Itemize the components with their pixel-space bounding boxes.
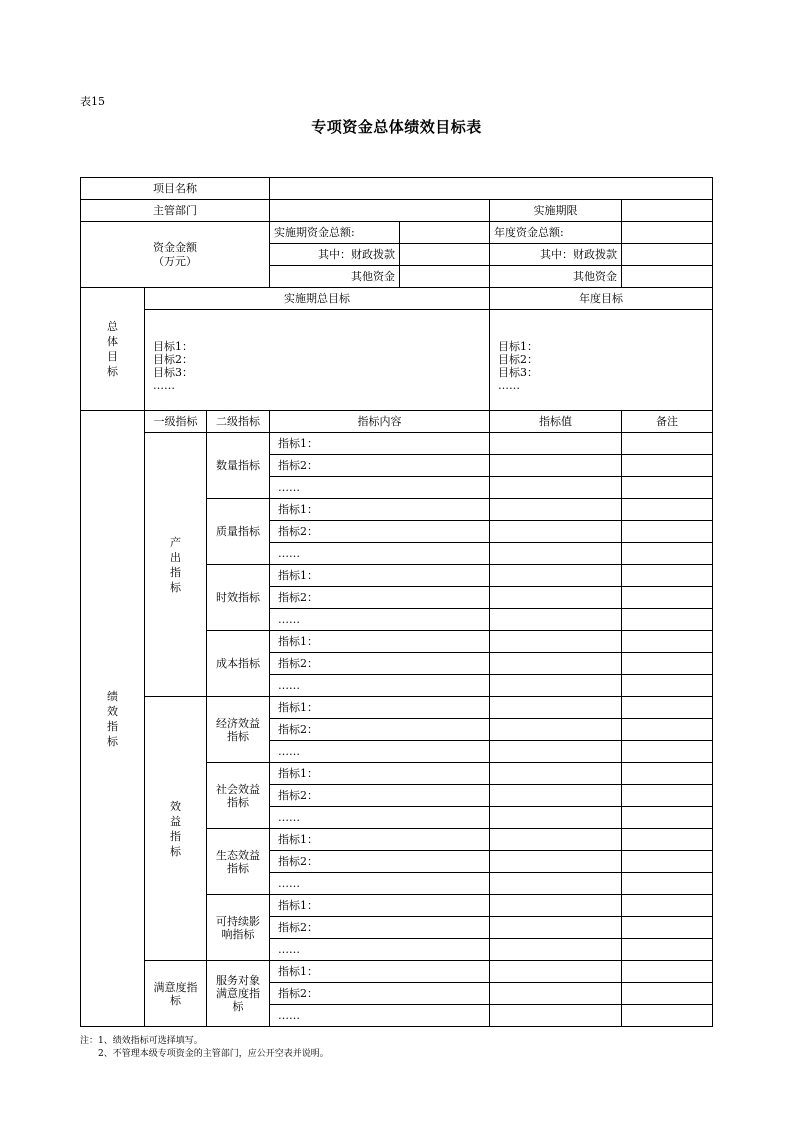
indicator-group-label: 生态效益指标: [207, 829, 270, 895]
indicator-item-label[interactable]: ……: [270, 1005, 490, 1027]
performance-label-char: 标: [107, 734, 118, 748]
indicator-remark-field[interactable]: [622, 631, 713, 653]
indicator-value-field[interactable]: [490, 675, 622, 697]
indicator-remark-field[interactable]: [622, 851, 713, 873]
period-fiscal-field[interactable]: [400, 244, 490, 266]
overall-goal-label: [81, 288, 145, 411]
funds-label-line2: （万元）: [153, 254, 198, 268]
indicator-remark-field[interactable]: [622, 917, 713, 939]
performance-label-char: 指: [107, 719, 118, 733]
indicator-item-label[interactable]: 指标1：: [270, 829, 490, 851]
col-value-header: 指标值: [490, 411, 622, 433]
indicator-value-field[interactable]: [490, 829, 622, 851]
note-line-1: 注：1、绩效指标可选择填写。: [80, 1036, 203, 1046]
indicator-group-label: 成本指标: [207, 631, 270, 697]
indicator-remark-field[interactable]: [622, 873, 713, 895]
output-indicator-label-char: 出: [170, 550, 181, 564]
funds-label: [81, 222, 270, 288]
indicator-item-label[interactable]: 指标2：: [270, 851, 490, 873]
period-field[interactable]: [622, 200, 713, 222]
indicator-item-label[interactable]: 指标1：: [270, 961, 490, 983]
indicator-value-field[interactable]: [490, 719, 622, 741]
indicator-item-label[interactable]: 指标2：: [270, 653, 490, 675]
dept-label: 主管部门: [81, 200, 270, 222]
indicator-remark-field[interactable]: [622, 587, 713, 609]
indicator-remark-field[interactable]: [622, 829, 713, 851]
col-level2-header: 二级指标: [207, 411, 270, 433]
overall-goal-char: 总: [107, 320, 118, 333]
overall-goal-char: 标: [107, 365, 118, 378]
indicator-group-label: 可持续影响指标: [207, 895, 270, 961]
performance-label-char: 绩: [107, 689, 118, 703]
indicator-item-label[interactable]: 指标2：: [270, 983, 490, 1005]
performance-label-char: 效: [107, 704, 118, 718]
indicator-remark-field[interactable]: [622, 697, 713, 719]
satisfaction-indicator-label: 满意度指标: [145, 961, 207, 1027]
indicator-value-field[interactable]: [490, 587, 622, 609]
indicator-value-field[interactable]: [490, 521, 622, 543]
indicator-remark-field[interactable]: [622, 785, 713, 807]
period-total-field[interactable]: [400, 222, 490, 244]
indicator-value-field[interactable]: [490, 477, 622, 499]
annual-other-label: 其他资金: [490, 266, 622, 288]
indicator-item-label[interactable]: 指标1：: [270, 763, 490, 785]
indicator-group-label: 时效指标: [207, 565, 270, 631]
indicator-item-label[interactable]: 指标1：: [270, 565, 490, 587]
annual-fiscal-label: 其中：财政拨款: [490, 244, 622, 266]
annual-goal-line: ……: [498, 379, 521, 392]
indicator-item-label[interactable]: ……: [270, 543, 490, 565]
output-indicator-label: [145, 433, 207, 697]
indicator-remark-field[interactable]: [622, 807, 713, 829]
indicator-value-field[interactable]: [490, 1005, 622, 1027]
overall-goal-char: 目: [107, 350, 118, 363]
period-goal-line: 目标3：: [153, 366, 193, 379]
indicator-remark-field[interactable]: [622, 455, 713, 477]
indicator-remark-field[interactable]: [622, 565, 713, 587]
indicator-remark-field[interactable]: [622, 675, 713, 697]
indicator-remark-field[interactable]: [622, 895, 713, 917]
period-goal-box[interactable]: [145, 310, 490, 411]
annual-goal-line: 目标3：: [498, 366, 539, 379]
indicator-item-label[interactable]: 指标2：: [270, 719, 490, 741]
indicator-value-field[interactable]: [490, 697, 622, 719]
indicator-item-label[interactable]: 指标1：: [270, 499, 490, 521]
indicator-value-field[interactable]: [490, 543, 622, 565]
col-remark-header: 备注: [622, 411, 713, 433]
indicator-remark-field[interactable]: [622, 543, 713, 565]
indicator-item-label[interactable]: ……: [270, 939, 490, 961]
period-other-field[interactable]: [400, 266, 490, 288]
document-title: 专项资金总体绩效目标表: [311, 118, 482, 136]
benefit-indicator-label-char: 指: [170, 829, 181, 843]
benefit-indicator-label: [145, 697, 207, 961]
indicator-remark-field[interactable]: [622, 939, 713, 961]
indicator-item-label[interactable]: ……: [270, 675, 490, 697]
indicator-value-field[interactable]: [490, 741, 622, 763]
period-total-label: 实施期资金总额:: [270, 222, 400, 244]
indicator-group-label: 社会效益指标: [207, 763, 270, 829]
benefit-indicator-label-char: 益: [170, 814, 181, 828]
annual-total-label: 年度资金总额:: [490, 222, 622, 244]
indicator-item-label[interactable]: 指标2：: [270, 455, 490, 477]
annual-goal-header: 年度目标: [490, 288, 713, 310]
project-name-label: 项目名称: [81, 178, 270, 200]
indicator-item-label[interactable]: 指标1：: [270, 697, 490, 719]
annual-total-field[interactable]: [622, 222, 713, 244]
indicator-remark-field[interactable]: [622, 521, 713, 543]
performance-indicator-label: [81, 411, 145, 1027]
performance-target-table: [80, 177, 713, 1027]
indicator-value-field[interactable]: [490, 939, 622, 961]
indicator-item-label[interactable]: ……: [270, 609, 490, 631]
indicator-value-field[interactable]: [490, 961, 622, 983]
indicator-value-field[interactable]: [490, 565, 622, 587]
indicator-remark-field[interactable]: [622, 653, 713, 675]
indicator-remark-field[interactable]: [622, 609, 713, 631]
period-goal-line: 目标2：: [153, 353, 193, 366]
period-goal-line: 目标1：: [153, 340, 193, 353]
indicator-item-label[interactable]: 指标2：: [270, 521, 490, 543]
indicator-item-label[interactable]: ……: [270, 873, 490, 895]
annual-goal-box[interactable]: [490, 310, 713, 411]
indicator-value-field[interactable]: [490, 895, 622, 917]
indicator-value-field[interactable]: [490, 917, 622, 939]
note-line-2: 2、不管理本级专项资金的主管部门，应公开空表并说明。: [98, 1049, 329, 1059]
period-label: 实施期限: [490, 200, 622, 222]
indicator-value-field[interactable]: [490, 807, 622, 829]
indicator-group-label: 经济效益指标: [207, 697, 270, 763]
indicator-item-label[interactable]: ……: [270, 807, 490, 829]
indicator-item-label[interactable]: 指标2：: [270, 785, 490, 807]
indicator-remark-field[interactable]: [622, 741, 713, 763]
period-goal-line: ……: [153, 379, 175, 392]
indicator-remark-field[interactable]: [622, 499, 713, 521]
indicator-value-field[interactable]: [490, 433, 622, 455]
period-other-label: 其他资金: [270, 266, 400, 288]
indicator-remark-field[interactable]: [622, 983, 713, 1005]
indicator-remark-field[interactable]: [622, 961, 713, 983]
indicator-remark-field[interactable]: [622, 433, 713, 455]
indicator-item-label[interactable]: 指标1：: [270, 631, 490, 653]
period-fiscal-label: 其中：财政拨款: [270, 244, 400, 266]
indicator-group-label: 服务对象满意度指标: [207, 961, 270, 1027]
indicator-item-label[interactable]: 指标2：: [270, 587, 490, 609]
indicator-item-label[interactable]: 指标1：: [270, 895, 490, 917]
output-indicator-label-char: 指: [170, 565, 181, 579]
col-content-header: 指标内容: [270, 411, 490, 433]
indicator-value-field[interactable]: [490, 631, 622, 653]
indicator-remark-field[interactable]: [622, 477, 713, 499]
funds-label-line1: 资金金额: [153, 240, 198, 254]
annual-goal-line: 目标2：: [498, 353, 539, 366]
annual-goal-line: 目标1：: [498, 340, 539, 353]
indicator-value-field[interactable]: [490, 499, 622, 521]
annual-fiscal-field[interactable]: [622, 244, 713, 266]
indicator-value-field[interactable]: [490, 873, 622, 895]
indicator-value-field[interactable]: [490, 983, 622, 1005]
dept-field[interactable]: [270, 200, 490, 222]
indicator-item-label[interactable]: ……: [270, 477, 490, 499]
indicator-remark-field[interactable]: [622, 763, 713, 785]
benefit-indicator-label-char: 标: [170, 844, 181, 858]
indicator-value-field[interactable]: [490, 851, 622, 873]
output-indicator-label-char: 产: [170, 535, 181, 549]
indicator-item-label[interactable]: 指标2：: [270, 917, 490, 939]
benefit-indicator-label-char: 效: [170, 799, 181, 813]
indicator-value-field[interactable]: [490, 455, 622, 477]
indicator-value-field[interactable]: [490, 785, 622, 807]
period-goal-header: 实施期总目标: [145, 288, 490, 310]
indicator-remark-field[interactable]: [622, 719, 713, 741]
indicator-group-label: 数量指标: [207, 433, 270, 499]
indicator-item-label[interactable]: 指标1：: [270, 433, 490, 455]
indicator-value-field[interactable]: [490, 653, 622, 675]
indicator-value-field[interactable]: [490, 763, 622, 785]
indicator-group-label: 质量指标: [207, 499, 270, 565]
notes: [80, 1035, 329, 1061]
indicator-value-field[interactable]: [490, 609, 622, 631]
table-number: 表15: [80, 95, 105, 108]
annual-other-field[interactable]: [622, 266, 713, 288]
indicator-item-label[interactable]: ……: [270, 741, 490, 763]
indicator-remark-field[interactable]: [622, 1005, 713, 1027]
output-indicator-label-char: 标: [170, 580, 181, 594]
project-name-field[interactable]: [270, 178, 713, 200]
overall-goal-char: 体: [107, 335, 118, 348]
col-level1-header: 一级指标: [145, 411, 207, 433]
